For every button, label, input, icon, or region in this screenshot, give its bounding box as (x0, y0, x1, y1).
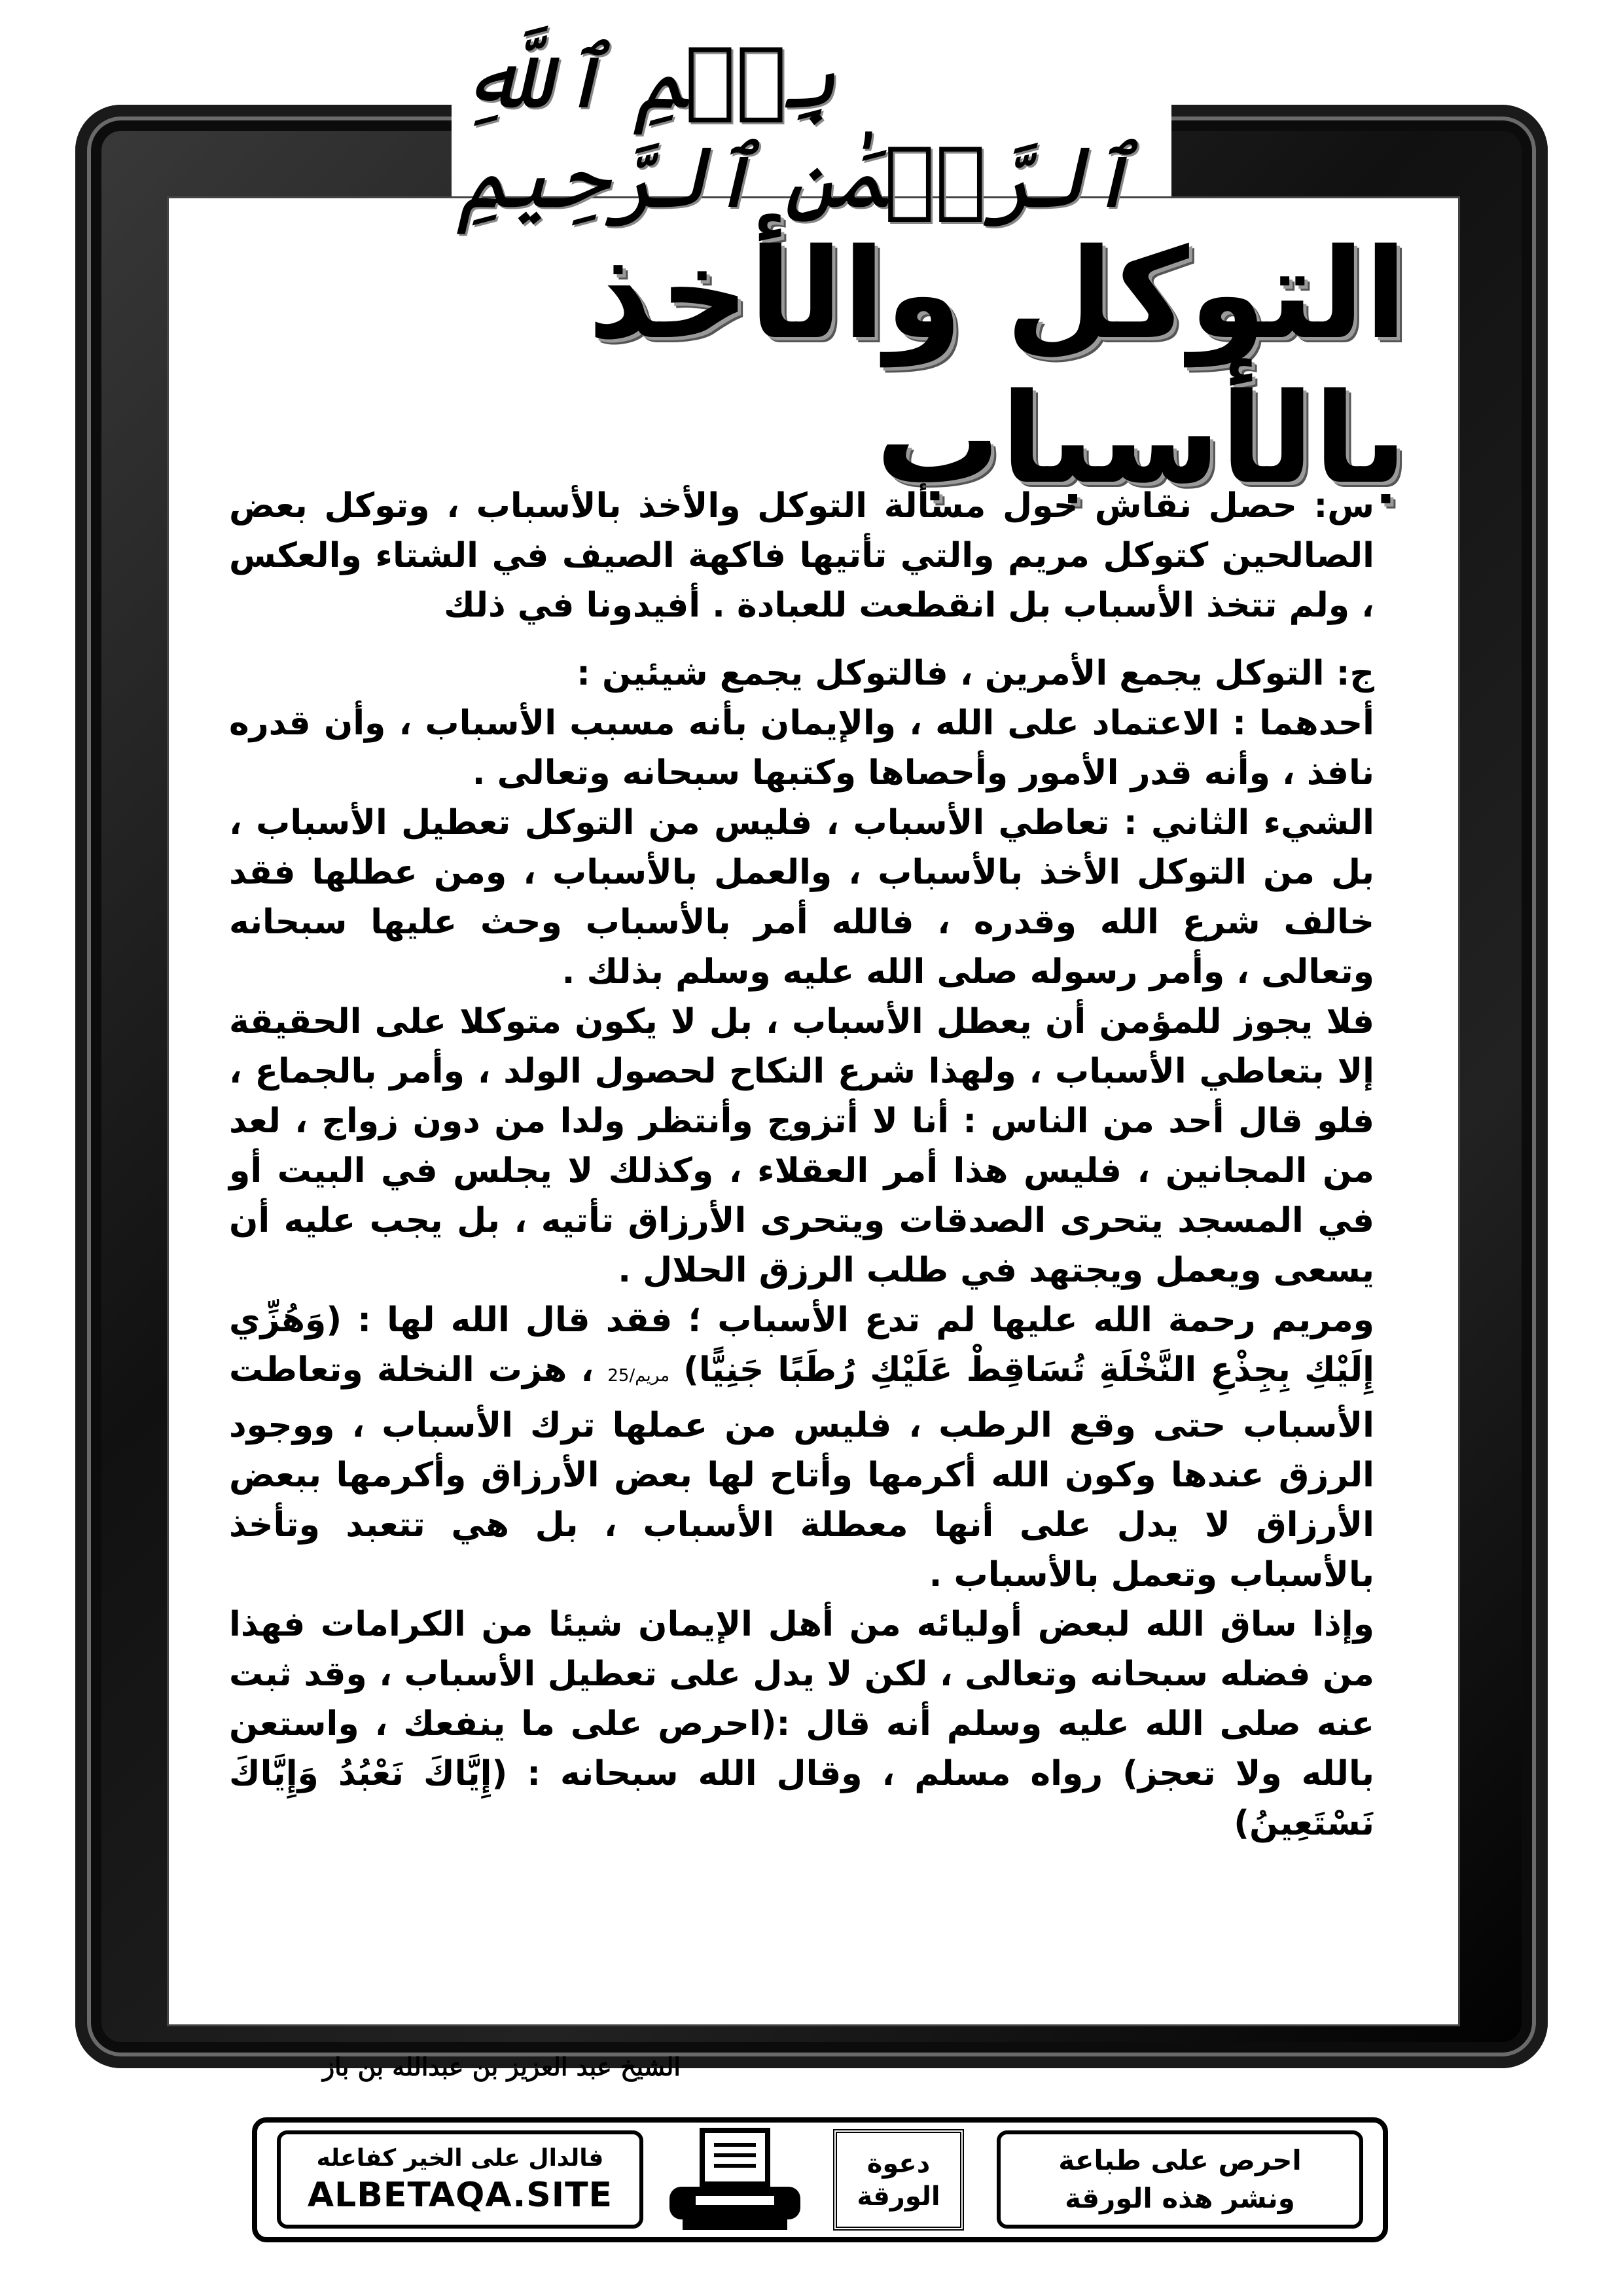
footer-website-box[interactable] (277, 2130, 643, 2229)
print-note-line2: ونشر هذه الورقة (1065, 2182, 1295, 2214)
paragraph-not-permissible: فلا يجوز للمؤمن أن يعطل الأسباب ، بل لا يكون متوكلا على الحقيقة إلا بتعاطي الأسباب ، ولهذا شرع النكاح لحصول الولد ، وأمر بالجماع ، فلو قال أحد من الناس : أنا لا أتزوج وأنتظر ولدا من دون زواج ، لعد من المجانين ، فليس هذا أمر العقلاء ، وكذلك لا يجلس في البيت أو في المسجد يتحرى الصدقات ويتحرى الأرزاق تأتيه ، بل يجب عليه أن يسعى ويعمل ويجتهد في طلب الرزق الحلال . (229, 1002, 1374, 1290)
maryam-explanation: ، هزت النخلة وتعاطت الأسباب حتى وقع الرطب ، فليس من عملها ترك الأسباب ، ووجود الرزق عندها وكون الله أكرمها وأتاح لها بعض الأرزاق وأكرمها ببعض الأرزاق لا يدل على أنها معطلة الأسباب ، بل هي تتعبد وتأخذ بالأسباب وتعمل بالأسباب . (229, 1350, 1374, 1594)
answer-intro: ج: التوكل يجمع الأمرين ، فالتوكل يجمع شيئين : (577, 654, 1374, 693)
basmala-calligraphy: بِسۡمِ ٱللَّهِ ٱلرَّحۡمَٰنِ ٱلرَّحِيمِ (458, 28, 1136, 227)
article-body (229, 481, 1374, 1848)
logo-line1: دعوة (866, 2148, 931, 2179)
footer-print-note (997, 2130, 1363, 2229)
footer-website-link[interactable]: ALBETAQA.SITE (307, 2175, 613, 2215)
dawah-logo (833, 2129, 964, 2231)
footer-slogan: فالدال على الخير كفاعله (316, 2144, 604, 2172)
footer-bar (252, 2117, 1388, 2242)
question-paragraph: س: حصل نقاش حول مسألة التوكل والأخذ بالأسباب ، وتوكل بعض الصالحين كتوكل مريم والتي تأتيها فاكهة الصيف في الشتاء والعكس ، ولم تتخذ الأسباب بل انقطعت للعبادة . أفيدونا في ذلك (229, 486, 1374, 625)
page-title: التوكل والأخذ بالأسباب (588, 222, 1407, 511)
author-signature: الشيخ عبد العزيز بن عبدالله بن باز (322, 2052, 681, 2081)
paragraph-first-thing: أحدهما : الاعتماد على الله ، والإيمان بأنه مسبب الأسباب ، وأن قدره نافذ ، وأنه قدر الأمور وأحصاها وكتبها سبحانه وتعالى . (229, 704, 1374, 793)
logo-line2: الورقة (857, 2181, 940, 2212)
print-note-line1: احرص على طباعة (1058, 2144, 1302, 2176)
printer-icon (656, 2123, 813, 2237)
maryam-verse: ومريم رحمة الله عليها لم تدع الأسباب ؛ فقد قال الله لها : (وَهُزِّي إِلَيْكِ بِجِذْعِ النَّخْلَةِ تُسَاقِطْ عَلَيْكِ رُطَبًا جَنِيًّا) (229, 1300, 1374, 1390)
paragraph-second-thing: الشيء الثاني : تعاطي الأسباب ، فليس من التوكل تعطيل الأسباب ، بل من التوكل الأخذ بالأسباب ، والعمل بالأسباب ، ومن عطلها فقد خالف شرع الله وقدره ، فالله أمر بالأسباب وحث عليها سبحانه وتعالى ، وأمر رسوله صلى الله عليه وسلم بذلك . (229, 803, 1374, 992)
verse-reference: مريم/25 (607, 1366, 670, 1386)
paragraph-maryam (229, 1295, 1374, 1600)
paragraph-karamat: وإذا ساق الله لبعض أوليائه من أهل الإيمان شيئا من الكرامات فهذا من فضله سبحانه وتعالى ، لكن لا يدل على تعطيل الأسباب ، وقد ثبت عنه صلى الله عليه وسلم أنه قال :(احرص على ما ينفعك ، واستعن بالله ولا تعجز) رواه مسلم ، وقال الله سبحانه : (إِيَّاكَ نَعْبُدُ وَإِيَّاكَ نَسْتَعِينُ) (229, 1605, 1374, 1843)
